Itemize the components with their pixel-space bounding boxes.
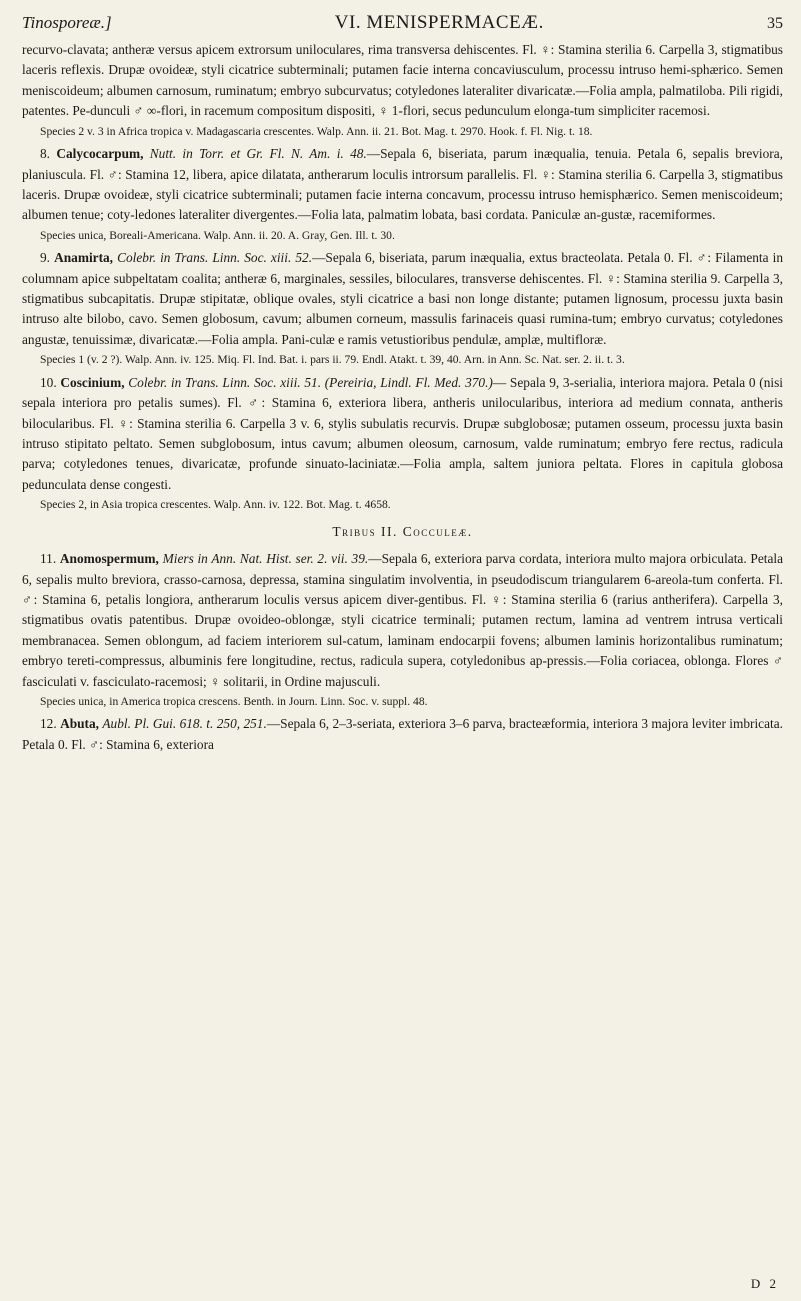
genus-name: Anomospermum,	[59, 551, 159, 567]
genus-name: Anamirta,	[54, 250, 114, 266]
species-note: Species unica, Boreali-Americana. Walp. Ann. ii. 20. A. Gray, Gen. Ill. t. 30.	[40, 228, 395, 242]
genus-description: —Sepala 6, exteriora parva cordata, interiora multo majora orbiculata. Petala 6, sepalis multo breviora, crasso-carnosa, depressa, stamina singulatim involventia, in pseudodiscum triangularem 6-areola-tum conferta. Fl. ♂: Stamina 6, petalis longiora, antherarum loculis versus apicem diver-gentibus. Fl. ♀: Stamina sterilia 6 (rarius antherifera). Carpella 3, stigmatibus ovatis patentibus. Drupæ ovoideo-oblongæ, styli cicatrice terminali; putamen rectum, lamina ad ventrem intrusa verticali membranacea. Semen oblongum, ad faciem interiorem sul-catum, laminam endocarpii fovens; albumen laminis horizontalibus ruminatum; embryo tereti-compressus, albuminis fere longitudine, rectus, radicula supera, cotyledonibus ap-pressis.—Folia coriacea, oblonga. Flores ♂ fasciculati v. fasciculato-racemosi; ♀ solitarii, in Ordine majusculi.	[22, 551, 784, 689]
species-note: Species 1 (v. 2 ?). Walp. Ann. iv. 125. Miq. Fl. Ind. Bat. i. pars ii. 79. Endl. Atakt. t. 39, 40. Arn. in Ann. Sc. Nat. ser. 2. ii. t. 3.	[40, 353, 625, 367]
genus-number: 8.	[40, 146, 51, 162]
genus-entry	[22, 549, 783, 692]
genus-authority: Colebr. in Trans. Linn. Soc. xiii. 52.	[117, 250, 313, 266]
genus-name: Calycocarpum,	[56, 146, 144, 162]
genus-number: 10.	[40, 374, 57, 390]
genus-description: —Sepala 6, biseriata, parum inæqualia, tenuia. Petala 6, sepalis breviora, planiuscula. Fl. ♂: Stamina 12, libera, apice dilatata, antherarum loculis introrsum parallelis. Fl. ♀: Stamina sterilia 6. Carpella 3, stigmatibus laceris. Drupæ ovoideæ, styli cicatrice subterminali; putamen facie interna concavum, processu intruso hemisphærico. Semen meniscoideum; albumen tenue; coty-ledones lateraliter divergentes.—Folia lata, palmatim lobata, basi cordata. Paniculæ an-gustæ, racemiformes.	[22, 146, 784, 223]
tribe-heading: Tribus II. Cocculeæ.	[332, 523, 473, 539]
genus-entry	[22, 248, 783, 350]
genus-description: —Sepala 6, biseriata, parum inæqualia, extus bracteolata. Petala 0. Fl. ♂: Filamenta in columnam apice subpeltatam coalita; antheræ 6, marginales, sessiles, biloculares, transverse dehiscentes. Fl. ♀: Stamina sterilia 9. Carpella 3, stigmatibus subcapitatis. Drupæ stipitatæ, oblique ovales, styli cicatrice a basi non longe distante; putamen lignosum, processu juxta basin intruso alte bilobo, cavo. Semen globosum, cavum; albumen corneum, massulis farinaceis quasi rumina-tum; embryo curvatus; cotyledones angustæ, tenuissimæ, divaricatæ.—Folia ampla. Pani-culæ e ramis vetustioribus pendulæ, amplæ, multifloræ.	[22, 250, 783, 347]
page-number: 35	[767, 15, 783, 32]
header-title: VI. MENISPERMACEÆ.	[334, 12, 544, 33]
genus-number: 9.	[40, 250, 51, 266]
genus-number: 11.	[40, 551, 57, 567]
genus-name: Abuta,	[60, 716, 99, 732]
species-note: Species 2, in Asia tropica crescentes. Walp. Ann. iv. 122. Bot. Mag. t. 4658.	[40, 498, 391, 512]
page-body	[22, 40, 783, 755]
species-note: Species unica, in America tropica crescens. Benth. in Journ. Linn. Soc. v. suppl. 48.	[40, 694, 428, 708]
genus-authority: Miers in Ann. Nat. Hist. ser. 2. vii. 39.	[162, 551, 369, 567]
genus-number: 12.	[40, 716, 57, 732]
signature-mark: D 2	[750, 1276, 779, 1291]
genus-name: Coscinium,	[60, 374, 125, 390]
species-note: Species 2 v. 3 in Africa tropica v. Madagascaria crescentes. Walp. Ann. ii. 21. Bot. Mag. t. 2970. Hook. f. Fl. Nig. t. 18.	[40, 124, 593, 138]
paragraph-continuation: recurvo-clavata; antheræ versus apicem extrorsum uniloculares, rima transversa dehiscentes. Fl. ♀: Stamina sterilia 6. Carpella 3, stigmatibus laceris reflexis. Drupæ ovoideæ, styli cicatrice subterminali; putamen facie interna concaviusculum, processu intruso hemi-sphærico. Semen meniscoideum; albumen carnosum, ruminatum; embryo subcurvatus; cotyledones lateraliter divaricatæ.—Folia ampla, palmatiloba. Pili rigidi, patentes. Pe-dunculi ♂ ∞-flori, in racemum compositum dispositi, ♀ 1-flori, secus pedunculum elonga-tum simpliciter racemosi.	[22, 42, 783, 119]
header-left: Tinosporeæ.]	[22, 13, 112, 32]
genus-authority: Nutt. in Torr. et Gr. Fl. N. Am. i. 48.	[149, 146, 367, 162]
genus-authority: Colebr. in Trans. Linn. Soc. xiii. 51. (Pereiria, Lindl. Fl. Med. 370.)	[128, 374, 493, 390]
genus-authority: Aubl. Pl. Gui. 618. t. 250, 251.	[102, 716, 267, 732]
genus-description: — Sepala 9, 3-serialia, interiora majora. Petala 0 (nisi sepala interiora pro petalis sumes). Fl. ♂: Stamina 6, exteriora libera, antheris unilocularibus, interiora ad medium connata, antheris bilocularibus. Fl. ♀: Stamina sterilia 6. Carpella 3 v. 6, stylis subulatis recurvis. Drupæ subglobosæ; putamen osseum, processu juxta basin intruso stipitato peltato. Semen subglobosum, intus cavum; albumen oleosum, carnosum, valde ruminatum; embryo fere rectus, radicula parva; cotyledones tenues, divaricatæ, profunde sinuato-laciniatæ.—Folia ampla, saltem juniora peltata. Flores in capitula globosa pedunculata dense congesti.	[22, 374, 784, 492]
genus-entry	[22, 373, 783, 495]
genus-description: —Sepala 6, 2–3-seriata, exteriora 3–6 parva, bracteæformia, interiora 3 majora leviter imbricata. Petala 0. Fl. ♂: Stamina 6, exteriora	[22, 716, 783, 752]
genus-entry	[22, 714, 783, 755]
genus-entry	[22, 144, 783, 226]
running-header	[22, 12, 783, 38]
